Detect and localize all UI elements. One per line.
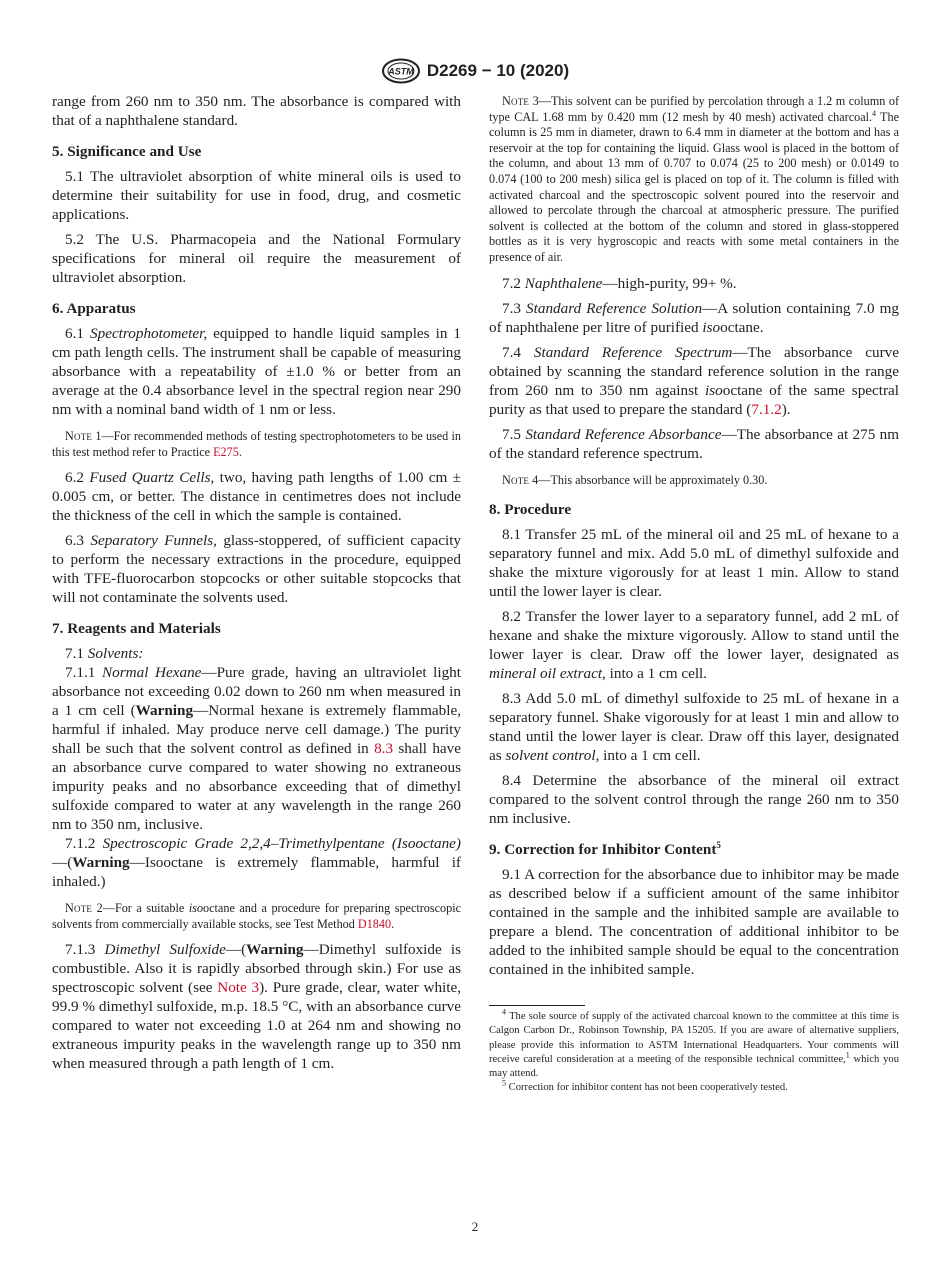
para-8-2: 8.2 Transfer the lower layer to a separatory funnel, add 2 mL of hexane and shake the mixture vigorously. Allow to stand until the lower layer is clear. Draw off the lower layer, designated as mineral oil extract, into a 1 cm cell.	[489, 608, 899, 683]
para-8-4: 8.4 Determine the absorbance of the mineral oil extract compared to the solvent control through the range 260 nm to 350 nm inclusive.	[489, 772, 899, 828]
para-7-1: 7.1 Solvents:	[65, 645, 144, 663]
note-2: Note 2—For a suitable isooctane and a procedure for preparing spectroscopic solvents from commercially available stocks, see Test Method D1840.	[52, 901, 462, 931]
section-6-heading: 6. Apparatus	[52, 300, 136, 317]
para-5-2: 5.2 The U.S. Pharmacopeia and the National Formulary specifications for mineral oil require the measurement of ultraviolet absorption.	[52, 231, 461, 286]
para-7-3: 7.3 Standard Reference Solution—A solution containing 7.0 mg of naphthalene per litre of purified isooctane.	[489, 299, 900, 336]
para-7-4: 7.4 Standard Reference Spectrum—The absorbance curve obtained by scanning the standard reference solution in the range from 260 nm to 350 nm against isooctane of the same spectral purity as that used to prepare the standard (7.1.2).	[489, 343, 900, 418]
footnote-divider	[489, 1005, 585, 1006]
para-7-1-2: 7.1.2 Spectroscopic Grade 2,2,4–Trimethylpentane (Isooctane)—(Warning—Isooctane is extremely flammable, harmful if inhaled.)	[52, 835, 461, 891]
section-5-heading: 5. Significance and Use	[52, 143, 202, 160]
note-1: Note 1—For recommended methods of testing spectrophotometers to be used in this test method refer to Practice E275.	[52, 429, 462, 459]
para-7-1-3: 7.1.3 Dimethyl Sulfoxide—(Warning—Dimethyl sulfoxide is combustible. Also it is rapidly absorbed through skin.) For use as spectroscopic solvent (see Note 3). Pure grade, clear, water white, 99.9 % dimethyl sulfoxide, m.p. 18.5 °C, with an absorbance curve compared to water not exceeding 1.0 at 264 nm and showing no extraneous impurity peaks in the wavelength range up to 350 nm when measured through a path length of 1 cm.	[52, 941, 462, 1073]
footnote-5: $^5$ Correction for inhibitor content has not been cooperatively tested.	[502, 1078, 788, 1094]
page-header	[0, 56, 950, 86]
link-8-3[interactable]: 8.3	[374, 740, 394, 758]
para-8-1: 8.1 Transfer 25 mL of the mineral oil and 25 mL of hexane to a separatory funnel and mix. Add 5.0 mL of dimethyl sulfoxide and shake the mixture vigorously for at least 1 min. Allow to stand until the lower layer is clear.	[489, 526, 899, 601]
link-d1840[interactable]: D1840	[357, 916, 392, 931]
svg-text:ASTM: ASTM	[388, 66, 414, 77]
footnote-4: $^4$ The sole source of supply of the activated charcoal known to the committee at this time is Calgon Carbon Dr., Robinson Township, PA 15205. If you are aware of alternative suppliers, please provide this information to ASTM International Headquarters. Your comments will receive careful consideration at a meeting of the responsible technical committee,$^1$ which you may attend.	[489, 1007, 899, 1079]
para-6-2: 6.2 Fused Quartz Cells, two, having path lengths of 1.00 cm ± 0.005 cm, or better. The distance in centimetres does not include the thickness of the cell in which the sample is contained.	[52, 469, 461, 525]
document-id: D2269 − 10 (2020)	[426, 61, 570, 80]
note-3: Note 3—This solvent can be purified by percolation through a 1.2 m column of type CAL 1.68 mm by 0.420 mm (12 mesh by 40 mesh) activated charcoal.$^4$ The column is 25 mm in diameter, drawn to 6.4 mm in diameter at the bottom and has a reservoir at the top for containing the liquid. Glass wool is placed in the bottom of the column, and about 13 mm of 0.707 to 0.074 (25 to 200 mesh) or 0.0149 to 0.074 (100 to 200 mesh) silica gel is placed on top of it. The column is filled with activated charcoal and the spectroscopic solvent poured into the reservoir and allowed to percolate through the charcoal at atmospheric pressure. The purified solvent is collected at the bottom of the column and stored in glass-stoppered bottles as it is very hygroscopic and reacts with some metal containers in the presence of air.	[489, 94, 900, 264]
para-7-5: 7.5 Standard Reference Absorbance—The absorbance at 275 nm of the standard reference spectrum.	[489, 425, 900, 462]
note-4: Note 4—This absorbance will be approximately 0.30.	[502, 472, 768, 487]
link-note-3[interactable]: Note 3	[217, 979, 260, 997]
astm-logo-icon	[381, 58, 421, 84]
intro-continuation: range from 260 nm to 350 nm. The absorbance is compared with that of a naphthalene standard.	[52, 93, 461, 129]
right-column	[489, 92, 899, 1095]
link-7-1-2[interactable]: 7.1.2	[751, 400, 782, 418]
para-6-3: 6.3 Separatory Funnels, glass-stoppered, of sufficient capacity to perform the necessary extractions in the procedure, equipped with TFE-fluorocarbon stopcocks or other suitable stopcocks that will not contaminate the solvents used.	[52, 532, 462, 607]
section-9-heading: 9. Correction for Inhibitor Content$^5$	[489, 840, 721, 859]
para-7-1-1: 7.1.1 Normal Hexane—Pure grade, having an ultraviolet light absorbance not exceeding 0.02 down to 260 nm when measured in a 1 cm cell (Warning—Normal hexane is extremely flammable, harmful if inhaled. May produce nerve cell damage.) The purity shall be such that the solvent control as defined in 8.3 shall have an absorbance curve compared to water showing no extraneous impurity peaks and no absorbance exceeding that of dimethyl sulfoxide compared to water at any wavelength in the range 260 nm to 350 nm, inclusive.	[52, 664, 461, 834]
para-5-1: 5.1 The ultraviolet absorption of white mineral oils is used to determine their suitability for use in food, drug, and cosmetic applications.	[52, 168, 461, 223]
left-column	[52, 92, 461, 1079]
para-8-3: 8.3 Add 5.0 mL of dimethyl sulfoxide to 25 mL of hexane in a separatory funnel. Shake vigorously for at least 1 min and allow to stand until the lower layer is clear. Draw off this layer, designated as solvent control, into a 1 cm cell.	[489, 690, 899, 765]
section-8-heading: 8. Procedure	[489, 501, 572, 519]
section-7-heading: 7. Reagents and Materials	[52, 620, 221, 638]
page-number: 2	[471, 1219, 479, 1234]
link-e275[interactable]: E275	[213, 444, 239, 459]
para-6-1: 6.1 Spectrophotometer, equipped to handle liquid samples in 1 cm path length cells. The instrument shall be capable of measuring absorbance with a repeatability of ±1.0 % or better from an average at the 0.4 absorbance level in the spectral region near 290 nm with a nominal band width of 1 nm or less.	[52, 325, 462, 418]
para-9-1: 9.1 A correction for the absorbance due to inhibitor may be made as described below if a sufficient amount of the same inhibitor contained in the sample and the inhibited sample are available to prepare a blend. The concentration of additional inhibitor to be added to the inhibited sample should be equal to the concentration contained in the inhibited sample.	[489, 866, 899, 979]
para-7-2: 7.2 Naphthalene—high-purity, 99+ %.	[502, 274, 737, 292]
